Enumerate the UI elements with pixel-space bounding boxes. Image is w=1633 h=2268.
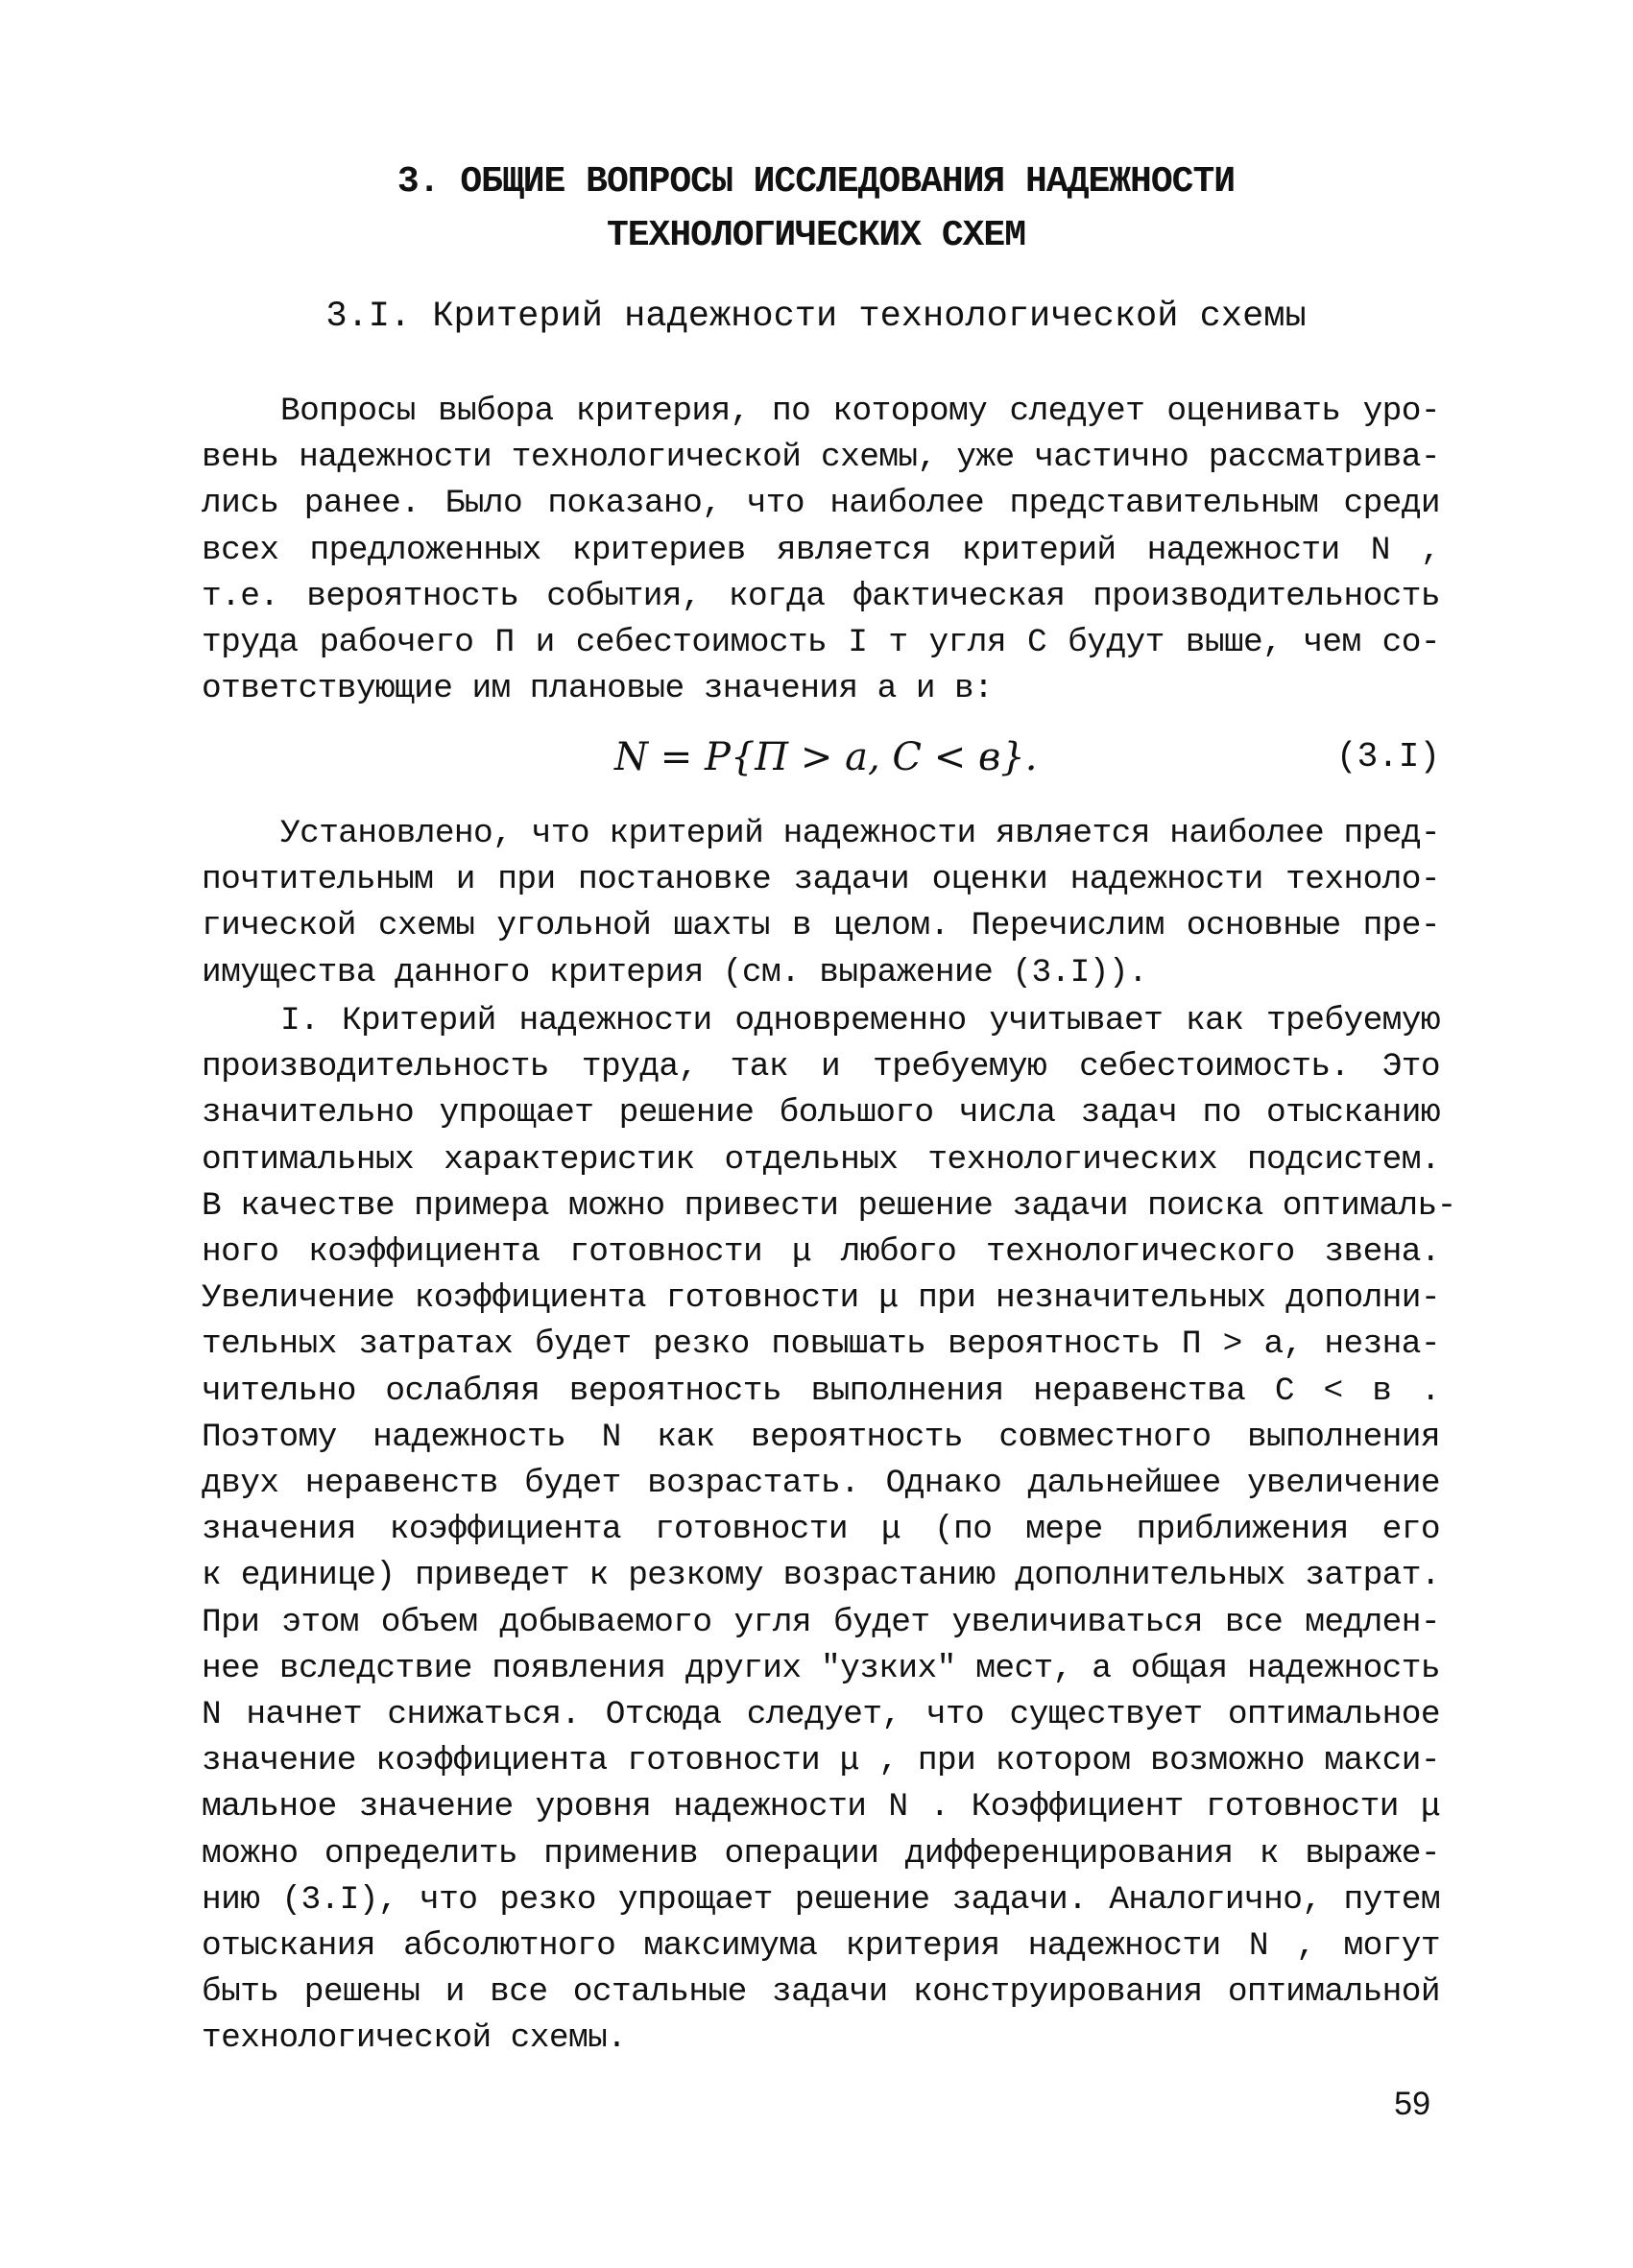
text-line: вень надежности технологической схемы, уже частично рассматрива- (202, 439, 1440, 477)
text-line: производительность труда, так и требуемую себестоимость. Это (202, 1048, 1440, 1086)
text-line: имущества данного критерия (см. выражение (3.I)). (202, 953, 1148, 991)
text-line: I. Критерий надежности одновременно учитывает как требуемую (280, 1002, 1440, 1039)
text-line: значительно упрощает решение большого числа задач по отысканию (202, 1094, 1440, 1133)
text-line: Увеличение коэффициента готовности μ при незначительных дополни- (202, 1279, 1440, 1318)
text-line: мальное значение уровня надежности N . Коэффициент готовности μ (202, 1788, 1440, 1826)
text-line: чительно ослабляя вероятность выполнения неравенства С < в . (202, 1372, 1440, 1410)
text-line: лись ранее. Было показано, что наиболее представительным среди (202, 485, 1440, 523)
chapter-title (192, 155, 1440, 263)
chapter-title-line-2: ТЕХНОЛОГИЧЕСКИХ СХЕМ (606, 215, 1026, 256)
text-line: можно определить применив операции дифференцирования к выраже- (202, 1834, 1440, 1873)
text-line: двух неравенств будет возрастать. Однако дальнейшее увеличение (202, 1465, 1440, 1503)
section-title: 3.I. Критерий надежности технологической схемы (325, 297, 1307, 337)
text-line: ного коэффициента готовности μ любого технологического звена. (202, 1233, 1440, 1272)
formula-number: (3.I) (1335, 737, 1440, 776)
paragraph-3 (202, 998, 1456, 2063)
page-number: 59 (1394, 2086, 1430, 2122)
text-line: Вопросы выбора критерия, по которому следует оценивать уро- (280, 393, 1440, 430)
text-line: гической схемы угольной шахты в целом. Перечислим основные пре- (202, 907, 1440, 945)
text-line: нее вследствие появления других "узких" мест, а общая надежность (202, 1649, 1440, 1687)
text-line: труда рабочего П и себестоимость I т угля С будут выше, чем со- (202, 624, 1440, 662)
text-line: почтительным и при постановке задачи оценки надежности техноло- (202, 861, 1440, 899)
text-line: к единице) приведет к резкому возрастанию дополнительных затрат. (202, 1557, 1440, 1595)
formula-row (202, 729, 1440, 787)
reliability-formula: N = P{П > а, С < в}. (614, 735, 1038, 779)
text-line: быть решены и все остальные задачи конструирования оптимальной (202, 1973, 1440, 2012)
chapter-title-line-1: 3. ОБЩИЕ ВОПРОСЫ ИССЛЕДОВАНИЯ НАДЕЖНОСТИ (396, 161, 1236, 203)
paragraph-1 (202, 389, 1440, 712)
text-line: значения коэффициента готовности μ (по мере приближения его (202, 1511, 1440, 1549)
text-line: отыскания абсолютного максимума критерия надежности N , могут (202, 1927, 1440, 1966)
text-line: оптимальных характеристик отдельных технологических подсистем. (202, 1140, 1440, 1179)
text-line: В качестве примера можно привести решение задачи поиска оптималь- (202, 1186, 1456, 1225)
text-line: значение коэффициента готовности μ , при котором возможно макси- (202, 1742, 1440, 1780)
text-line: ответствующие им плановые значения а и в: (202, 670, 994, 708)
text-line: Установлено, что критерий надежности является наиболее пред- (280, 815, 1440, 852)
text-line: нию (3.I), что резко упрощает решение задачи. Аналогично, путем (202, 1880, 1440, 1919)
text-line: всех предложенных критериев является критерий надежности N , (202, 531, 1440, 569)
text-line: технологической схемы. (202, 2019, 627, 2058)
text-line: N начнет снижаться. Отсюда следует, что существует оптимальное (202, 1696, 1440, 1734)
paragraph-2 (202, 811, 1440, 996)
text-line: Поэтому надежность N как вероятность совместного выполнения (202, 1418, 1440, 1456)
text-line: тельных затратах будет резко повышать вероятность П > а, незна- (202, 1325, 1440, 1364)
text-line: т.е. вероятность события, когда фактическая производительность (202, 577, 1440, 615)
text-line: При этом объем добываемого угля будет увеличиваться все медлен- (202, 1603, 1440, 1641)
